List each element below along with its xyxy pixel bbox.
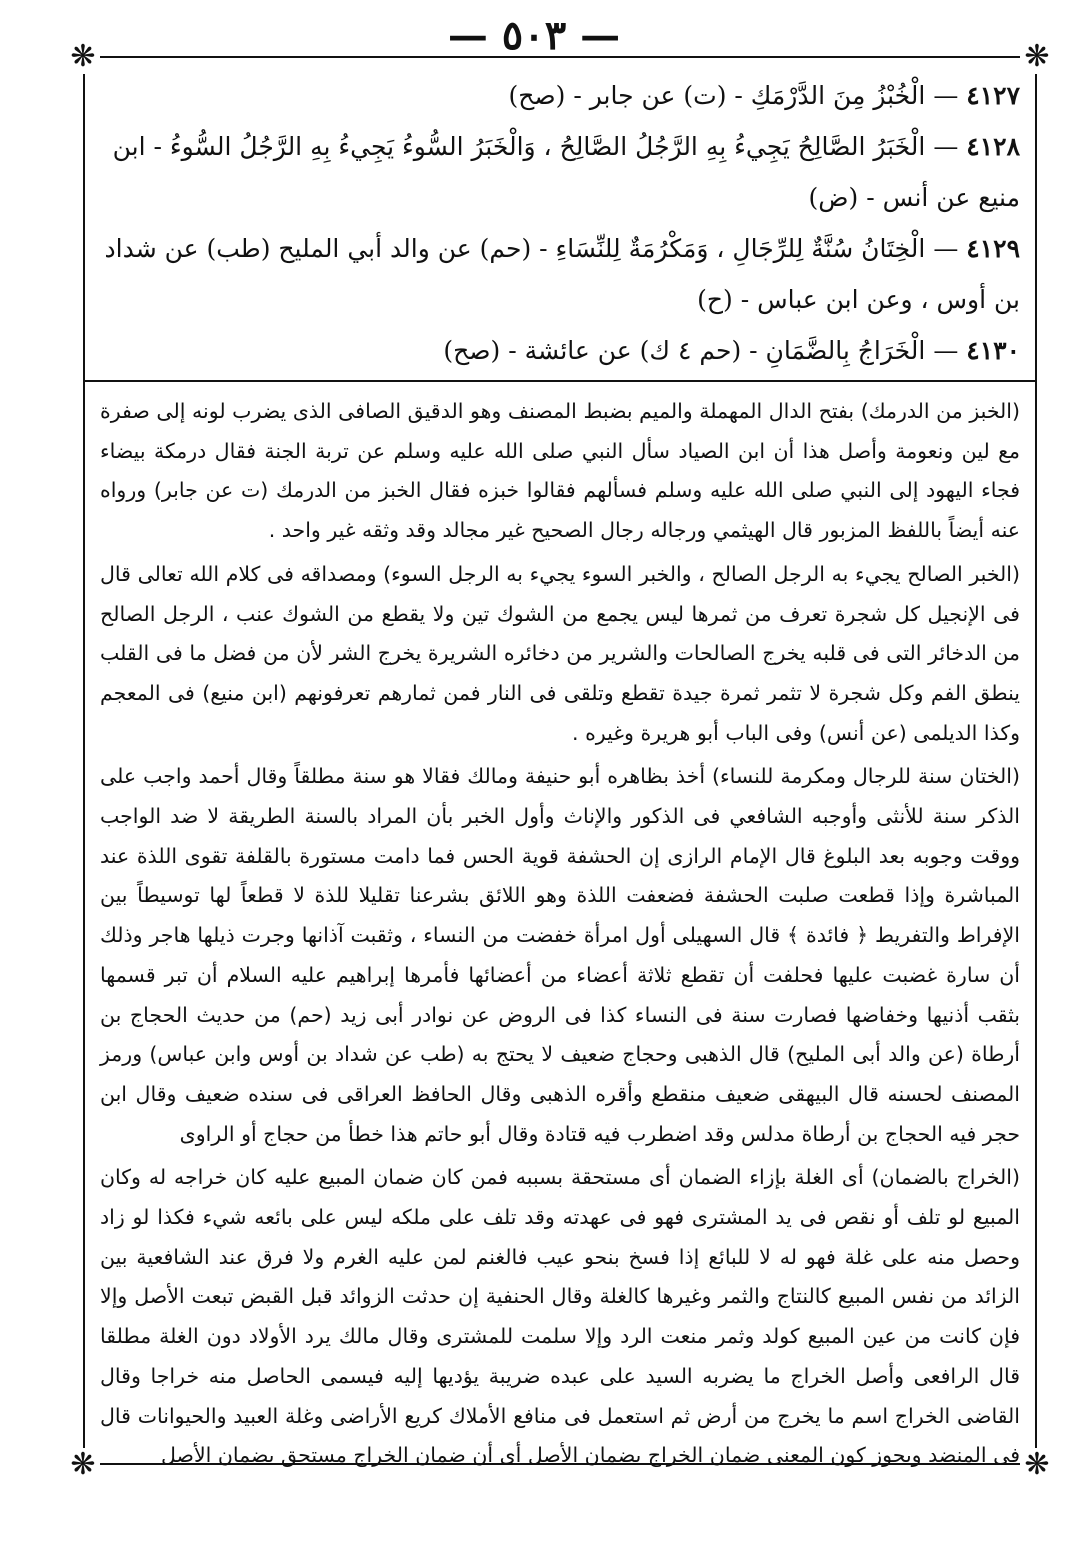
corner-ornament-icon: ❋	[66, 40, 100, 74]
hadith-dash: —	[925, 81, 959, 110]
hadith-number: ٤١٢٨	[966, 132, 1020, 161]
commentary	[100, 392, 1020, 1476]
hadith-number: ٤١٢٧	[966, 81, 1020, 110]
hadith-entry	[100, 70, 1020, 121]
page-number: — ٥٠٣ —	[447, 12, 621, 59]
hadith-entry	[100, 325, 1020, 376]
section-divider	[85, 380, 1035, 382]
commentary-paragraph: (الخبز من الدرمك) بفتح الدال المهملة والميم بضبط المصنف وهو الدقيق الصافى الذى يضرب لونه إلى صفرة مع لين ونعومة وأصل هذا أن ابن الصياد سأل النبي صلى الله عليه وسلم عن تربة الجنة فقال درمكة بيضاء فجاء اليهود إلى النبي صلى الله عليه وسلم فسألهم فقالوا خبزه فقال الخبز من الدرمك (ت عن جابر) ورواه عنه أيضاً باللفظ المزبور قال الهيثمي ورجاله رجال الصحيح غير مجالد وقد وثقه غير واحد .	[100, 399, 1020, 543]
hadith-text: الْخَرَاجُ بِالضَّمَانِ - (حم ٤ ك) عن عائشة - (صح)	[443, 336, 926, 365]
commentary-paragraph: (الخبر الصالح يجيء به الرجل الصالح ، والخبر السوء يجيء به الرجل السوء) ومصداقه فى كلام الله تعالى قال فى الإنجيل كل شجرة تعرف من ثمرها ليس يجمع من الشوك تين ولا يقطع من الشوك عنب ، الرجل الصالح من الدخائر التى فى قلبه يخرج الصالحات والشرير من دخائره الشريرة يخرج الشر لأن من فضل ما فى القلب ينطق الفم وكل شجرة لا تثمر ثمرة جيدة تقطع وتلقى فى النار فمن ثمارهم تعرفونهم (ابن منيع) فى المعجم وكذا الديلمى (عن أنس) وفى الباب أبو هريرة وغيره .	[100, 561, 1020, 745]
hadith-text: الْخُبْزُ مِنَ الدَّرْمَكِ - (ت) عن جابر - (صح)	[508, 81, 926, 110]
corner-ornament-icon: ❋	[66, 1448, 100, 1482]
hadith-text: الْخَبَرُ الصَّالِحُ يَجِيءُ بِهِ الرَّجُلُ الصَّالِحُ ، وَالْخَبَرُ السُّوءُ يَجِيءُ بِهِ الرَّجُلُ السُّوءُ - ابن منيع عن أنس - (ض)	[112, 132, 1020, 212]
hadith-entry	[100, 121, 1020, 223]
hadith-list	[100, 70, 1020, 376]
corner-ornament-icon: ❋	[1020, 1448, 1054, 1482]
hadith-number: ٤١٢٩	[966, 234, 1020, 263]
hadith-text: الْخِتَانُ سُنَّةٌ لِلرِّجَالِ ، وَمَكْرُمَةٌ لِلنِّسَاءِ - (حم) عن والد أبي المليح (طب) عن شداد بن أوس ، وعن ابن عباس - (ح)	[104, 234, 1020, 314]
commentary-paragraph: (الختان سنة للرجال ومكرمة للنساء) أخذ بظاهره أبو حنيفة ومالك فقالا هو سنة مطلقاً وقال أحمد واجب على الذكر سنة للأنثى وأوجبه الشافعي فى الذكور والإناث وأول الخبر بأن المراد بالسنة الطريقة لا ضد الواجب ووقت وجوبه بعد البلوغ قال الإمام الرازى إن الحشفة قوية الحس فما دامت مستورة بالقلفة تقوى اللذة عند المباشرة وإذا قطعت صلبت الحشفة فضعفت اللذة وهو اللائق بشرعنا تقليلا للذة لا قطعاً لها توسيطاً بين الإفراط والتفريط ﴿ فائدة ﴾ قال السهيلى أول امرأة خفضت من النساء ، وثقبت آذانها وجرت ذيلها هاجر وذلك أن سارة غضبت عليها فحلفت أن تقطع ثلاثة أعضاء من أعضائها فأمرها إبراهيم عليه السلام أن تبر قسمها بثقب أذنيها وخفاضها فصارت سنة فى النساء كذا فى الروض عن نوادر أبى زيد (حم) من حديث الحجاج بن أرطاة (عن والد أبى المليح) قال الذهبى وحجاج ضعيف لا يحتج به (طب عن شداد بن أوس وابن عباس) ورمز المصنف لحسنه قال البيهقى ضعيف منقطع وأقره الذهبى وقال الحافظ العراقى فى سنده ضعيف وقال ابن حجر فيه الحجاج بن أرطاة مدلس وقد اضطرب فيه قتادة وقال أبو حاتم هذا خطأ من حجاج أو الراوى	[100, 764, 1020, 1146]
corner-ornament-icon: ❋	[1020, 40, 1054, 74]
hadith-entry	[100, 223, 1020, 325]
commentary-paragraph: (الخراج بالضمان) أى الغلة بإزاء الضمان أى مستحقة بسببه فمن كان ضمان المبيع عليه كان خراجه له وكان المبيع لو تلف أو نقص فى يد المشترى فهو فى عهدته وقد تلف على ملكه ليس على بائعه شيء فكذا لو زاد وحصل منه على غلة فهو له لا للبائع إذا فسخ بنحو عيب فالغنم لمن عليه الغرم ولا فرق عند الشافعية بين الزائد من نفس المبيع كالنتاج والثمر وغيرها كالغلة وقال الحنفية إن حدثت الزوائد قبل القبض تبعت الأصل وإلا فإن كانت من عين المبيع كولد وثمر منعت الرد وإلا سلمت للمشترى وقال مالك يرد الأولاد دون الغلة مطلقا قال الرافعى وأصل الخراج ما يضربه السيد على عبده ضريبة يؤديها إليه فيسمى الحاصل منه خراجا وقال القاضى الخراج اسم ما يخرج من أرض ثم استعمل فى منافع الأملاك كريع الأراضى وغلة العبيد والحيوانات قال فى المنضد ويجوز كون المعنى ضمان الخراج بضمان الأصل أى أن ضمان الخراج مستحق بضمان الأصل	[100, 1165, 1020, 1468]
hadith-dash: —	[925, 132, 959, 161]
hadith-dash: —	[925, 336, 959, 365]
hadith-dash: —	[925, 234, 959, 263]
hadith-number: ٤١٣٠	[966, 336, 1020, 365]
